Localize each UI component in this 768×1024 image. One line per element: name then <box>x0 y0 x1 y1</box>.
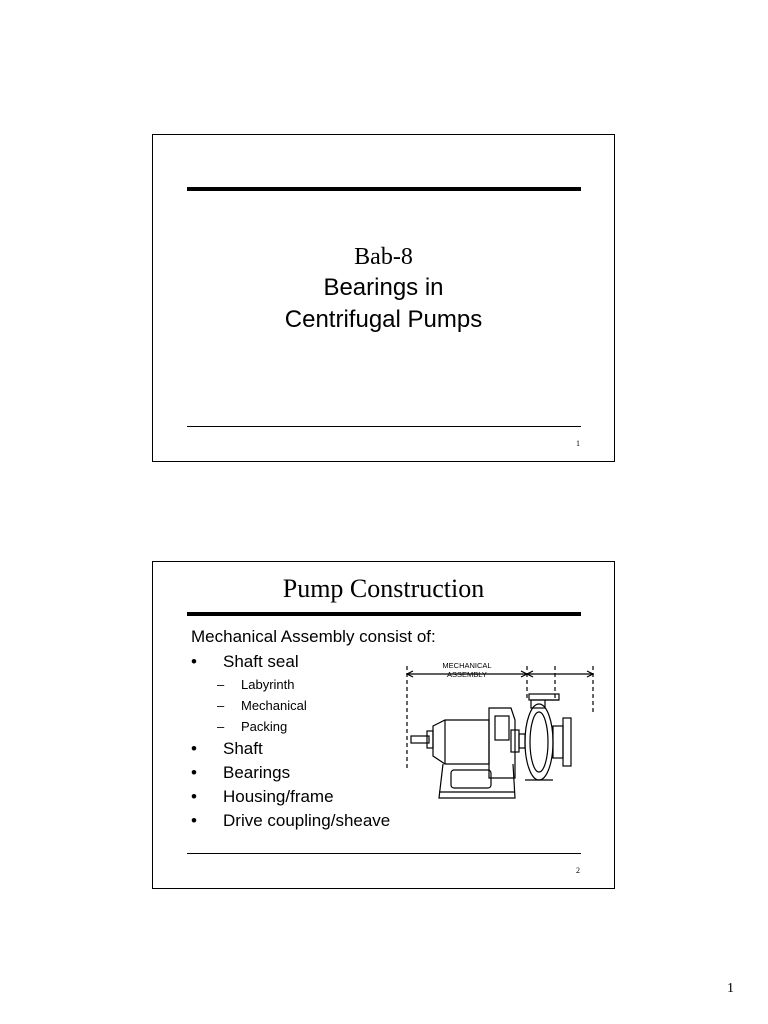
sub-bullet-packing: – Packing <box>191 716 390 737</box>
figure-label-line2: ASSEMBLY <box>447 670 487 679</box>
page-number: 1 <box>727 981 734 996</box>
intro-text: Mechanical Assembly consist of: <box>191 627 436 646</box>
title-rule <box>187 612 581 616</box>
pump-drawing <box>403 660 599 805</box>
slide-title-block <box>153 242 614 336</box>
slide-2 <box>152 561 615 889</box>
sub-bullet-mechanical: – Mechanical <box>191 695 390 716</box>
slide-number: 2 <box>576 866 580 875</box>
bullet-drive: • Drive coupling/sheave <box>191 809 390 833</box>
bullet-housing: • Housing/frame <box>191 785 390 809</box>
bullet-shaft: • Shaft <box>191 737 390 761</box>
bullet-bearings: • Bearings <box>191 761 390 785</box>
footer-rule <box>187 426 581 427</box>
bullet-shaft-seal: • Shaft seal <box>191 650 390 674</box>
sub-bullet-labyrinth: – Labyrinth <box>191 674 390 695</box>
chapter-label: Bab-8 <box>354 244 413 270</box>
bullet-list <box>191 650 390 833</box>
title-line-2: Centrifugal Pumps <box>284 306 483 333</box>
title-rule <box>187 187 581 191</box>
title-line-1: Bearings in <box>323 274 444 301</box>
figure-label-line1: MECHANICAL <box>442 661 492 670</box>
slide-title: Pump Construction <box>282 574 485 603</box>
slide-1 <box>152 134 615 462</box>
footer-rule <box>187 853 581 854</box>
slide-number: 1 <box>576 439 580 448</box>
